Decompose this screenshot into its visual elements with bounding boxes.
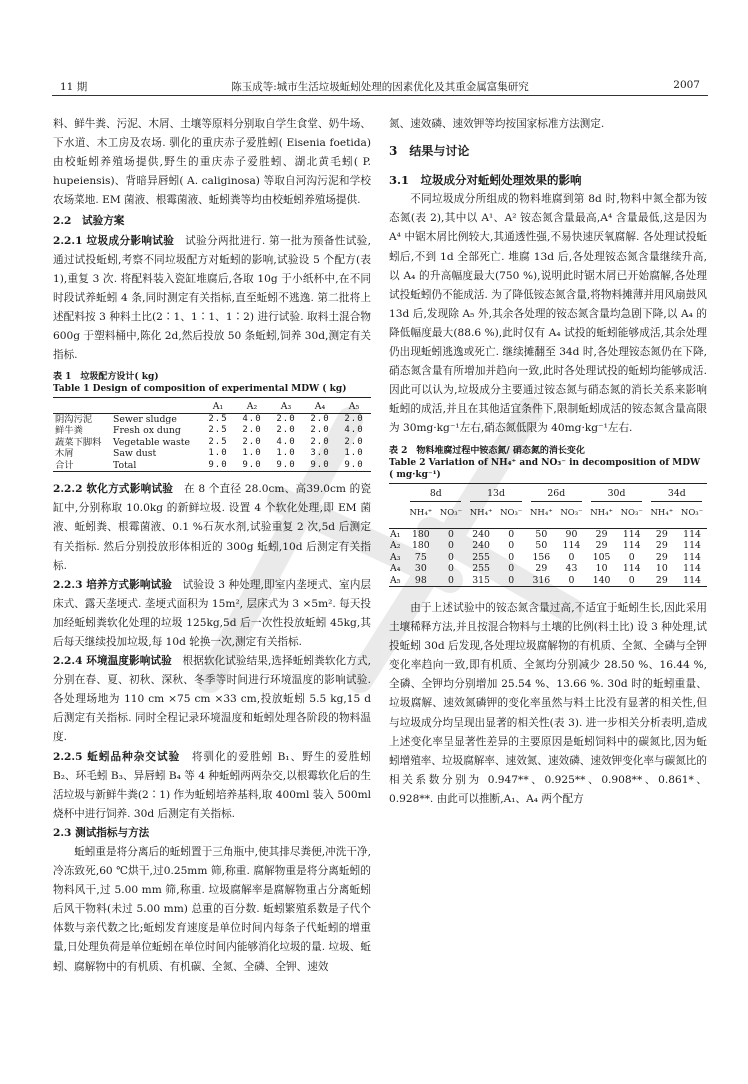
section-3-1-paragraph-1: 不同垃圾成分所组成的物料堆腐到第 8d 时,物料中氮全都为铵态氮(表 2),其中以 A¹、A² 铵态氮含量最高,A⁴ 含量最低,这是因为 A⁴ 中锯木屑比例较大,其通透性强,不易快速厌氧腐解. 各处理试投蚯蚓后,不到 1d 全部死亡. 堆腐 13d 后,各处理铵态氮含量继续升高,以 A₄ 的升高幅度最大(750 %),说明此时锯木屑已开始腐解,各处理试投蚯蚓仍不能成活. 为了降低铵态氮含量,将物料摊薄并用风扇鼓风 13d 后,发现除 A₅ 外,其余各处理的铵态氮含量均急剧下降,以 A₄ 的降低幅度最大(88.6 %),此时仅有 A₄ 试投的蚯蚓能够成活,其余处理仍出现蚯蚓逃逸或死亡. 继续摊翻至 34d 时,各处理铵态氮仍在下降,硝态氮含量有所增加并趋向一致,此时各处理试投的蚯蚓均能够成活. 因此可以认为,垃圾成分主要通过铵态氮与硝态氮的消长关系来影响蚯蚓的成活,并且在其他适宜条件下,限制蚯蚓成活的铵态氮含量高限为 30mg·kg⁻¹左右,硝态氮低限为 40mg·kg⁻¹左右. (389, 193, 707, 435)
table-2-cell: 156 (532, 551, 551, 563)
table-2-cell: 29 (535, 563, 548, 574)
table-2-cell: 0 (508, 563, 515, 574)
table-1-cell: 9.0 (208, 459, 228, 470)
section-2-2-3 (53, 576, 371, 652)
section-2-2-2-title: 2.2.2 软化方式影响试验 (53, 483, 174, 496)
table-2-row (389, 528, 707, 540)
table-1-col-header: A₃ (269, 398, 303, 414)
table-1-cell: 4.0 (344, 425, 364, 436)
row-label-en: Vegetable waste (113, 436, 190, 448)
table-1-cell: 2.5 (208, 413, 228, 424)
table-1-cell: 3.0 (310, 448, 330, 459)
ion-no3: NO₃⁻ (617, 502, 647, 528)
table-2-cell: 114 (683, 528, 701, 540)
table-2-cell: 0 (508, 574, 515, 586)
table-1-cell: 9.0 (310, 459, 330, 470)
table-2-cell: 43 (565, 563, 578, 574)
table-2-day: 26d (531, 488, 582, 503)
table-1-row (53, 413, 371, 425)
table-1-cell: 2.0 (344, 413, 364, 424)
row-label-en: Saw dust (113, 448, 157, 460)
table-2-cell: 50 (535, 528, 548, 540)
table-1-caption-en: Table 1 Design of composition of experimental MDW ( kg) (53, 384, 347, 395)
table-2-ion-header (389, 502, 707, 528)
table-1-caption-cn: 表 1 垃圾配方设计( kg) (53, 372, 159, 383)
table-2-cell: 0 (508, 551, 515, 563)
table-2-row (389, 575, 707, 587)
row-label: A₂ (390, 540, 401, 551)
table-2-cell: 0 (628, 574, 635, 586)
section-2-3-heading: 2.3 测试指标与方法 (53, 826, 150, 839)
table-2-cell: 114 (683, 563, 701, 574)
row-label-cn: 鲜牛粪 (55, 425, 83, 437)
table-2-cell: 114 (683, 551, 701, 563)
table-2-cell: 114 (683, 574, 701, 586)
table-1-row (53, 460, 371, 472)
section-3-heading: 3 结果与讨论 (389, 144, 470, 159)
table-1-row (53, 437, 371, 449)
row-label: A₃ (390, 551, 401, 563)
table-2-cell: 0 (568, 574, 575, 586)
section-2-2-5 (53, 748, 371, 824)
table-2-cell: 105 (592, 551, 611, 563)
table-2-cell: 0 (568, 551, 575, 563)
issue-number: 11 期 (60, 81, 88, 93)
table-1-col-header: A₄ (303, 398, 337, 414)
table-1-cell: 1.0 (276, 448, 296, 459)
table-1-cell: 9.0 (344, 459, 364, 470)
table-1-cell: 2.0 (242, 436, 262, 447)
table-2-cell: 114 (622, 563, 641, 574)
table-2-cell: 114 (622, 540, 641, 551)
section-2-2-2 (53, 480, 371, 575)
ion-nh4: NH₄⁺ (647, 502, 677, 528)
section-3-1-paragraph-2: 由于上述试验中的铵态氮含量过高,不适宜于蚯蚓生长,因此采用土壤稀释方法,并且按混合物料与土壤的比例(料土比) 设 3 种处理,试投蚯蚓 30d 后发现,各处理垃圾腐解物的有机质、全氮、全磷与全钾变化率趋向一致,即有机质、全氮均分别减少 28.50 %、16.44 %,全磷、全钾均分别增加 25.54 %、13.66 %. 30d 时的蚯蚓重量、垃圾腐解、速效氮磷钾的变化率虽然与料土比没有显著的相关性,但与垃圾成分均呈现出显著的相关性(表 3). 进一步相关分析表明,造成上述变化率呈显著性差异的主要原因是蚯蚓饲料中的碳氮比,因为蚯蚓增殖率、垃圾腐解率、速效氮、速效磷、速效钾变化率与碳氮比的相关系数分别为 0.947**、0.925**、0.908**、0.861*、0.928**. 由此可以推断,A₁、A₄ 两个配方 (389, 602, 707, 805)
table-1-cell: 2.0 (310, 436, 330, 447)
table-2-cell: 0 (448, 528, 454, 540)
row-label-cn: 合计 (55, 459, 74, 471)
running-title: 陈玉成等:城市生活垃圾蚯蚓处理的因素优化及其重金属富集研究 (231, 81, 529, 93)
table-2-day-header (389, 483, 707, 502)
table-2-cell: 255 (472, 551, 490, 563)
table-1-cell: 2.0 (276, 413, 296, 424)
table-2-cell: 75 (414, 551, 427, 563)
table-2-cell: 50 (535, 540, 548, 551)
table-2-row (389, 540, 707, 552)
row-label-en: Fresh ox dung (113, 425, 181, 437)
table-1-cell: 4.0 (276, 436, 296, 447)
table-2-cell: 29 (595, 528, 608, 540)
table-2-cell: 0 (628, 551, 635, 563)
ion-nh4: NH₄⁺ (466, 502, 496, 528)
section-2-2-1-text: 试验分两批进行. 第一批为预备性试验,通过试投蚯蚓,考察不同垃圾配方对蚯蚓的影响,试验设 5 个配方(表 1),重复 3 次. 将配料装入瓷缸堆腐后,各取 10g 于小纸杯中,在不同时段试养蚯蚓 4 条,同时测定有关指标,直至蚯蚓不逃逸. 第二批将上述配料按 3 种料土比(2∶1、1∶1、1∶2) 进行试验. 取料土混合物 600g 于塑料桶中,陈化 2d,然后投放 50 条蚯蚓,饲养 30d,测定有关指标. (53, 234, 371, 362)
table-1-col-header: A₁ (201, 398, 235, 414)
ion-nh4: NH₄⁺ (586, 502, 616, 528)
table-2-day: 8d (410, 488, 461, 503)
table-1-cell: 2.0 (310, 413, 330, 424)
table-2-row (389, 563, 707, 575)
section-2-2-3-title: 2.2.3 培养方式影响试验 (53, 578, 172, 591)
section-2-2-4 (53, 652, 371, 747)
ion-no3: NO₃⁻ (677, 502, 707, 528)
table-2-cell: 0 (448, 551, 454, 563)
table-2-cell: 90 (565, 528, 578, 540)
table-1-cell: 2.0 (242, 425, 262, 436)
right-column (389, 115, 707, 809)
section-2-2-5-title: 2.2.5 蚯蚓品种杂交试验 (53, 750, 181, 763)
table-2-cell: 114 (622, 528, 641, 540)
table-1-row (53, 448, 371, 460)
left-column (53, 115, 371, 977)
table-1-cell: 9.0 (242, 459, 262, 470)
section-2-2-2-text: 在 8 个直径 28.0cm、高39.0cm 的瓷缸中,分别称取 10.0kg 的新鲜垃圾. 设置 4 个软化处理,即 EM 菌液、蚯蚓粪、根霉菌液、0.1 %石灰水剂,试验重复 2 次,5d 后测定有关指标. 然后分别投放形体相近的 300g 蚯蚓,10d 后测定有关指标. (53, 483, 372, 572)
methods-continued: 氮、速效磷、速效钾等均按国家标准方法测定. (389, 118, 605, 130)
table-2-cell: 0 (448, 563, 454, 574)
table-2-grid (389, 483, 707, 588)
materials-paragraph: 料、鲜牛粪、污泥、木屑、土壤等原料分别取自学生食堂、奶牛场、下水道、木工房及农场. 驯化的重庆赤子爱胜蚓( Eisenia foetida) 由校蚯蚓养殖场提供,野生的重庆赤子爱胜蚓、湖北黄毛蚓( P. hupeiensis)、背暗异唇蚓( A. caliginosa) 等取自河沟污泥和学校农场菜地. EM 菌液、根霉菌液、蚯蚓粪等均由校蚯蚓养殖场提供. (53, 118, 371, 207)
table-1-row (53, 425, 371, 437)
table-2-row (389, 552, 707, 564)
table-2-cell: 10 (595, 563, 608, 574)
year: 2007 (673, 79, 700, 91)
table-2-cell: 180 (411, 540, 430, 551)
row-label-en: Sewer sludge (113, 413, 177, 425)
row-label-cn: 阴沟污泥 (55, 413, 93, 425)
table-2-cell: 0 (508, 528, 515, 540)
table-2-cell: 255 (472, 563, 490, 574)
table-1 (53, 371, 371, 472)
row-label-cn: 木屑 (55, 448, 74, 460)
table-1-cell: 2.0 (276, 425, 296, 436)
table-2-caption-en: Table 2 Variation of NH₄⁺ and NO₃⁻ in decomposition of MDW ( mg·kg⁻¹) (389, 457, 701, 480)
table-2-cell: 0 (508, 540, 515, 551)
row-label-en: Total (113, 459, 137, 471)
table-2-cell: 316 (532, 574, 551, 586)
table-2-day: 34d (651, 488, 702, 503)
row-label: A₅ (390, 574, 401, 586)
table-2-cell: 240 (472, 540, 490, 551)
table-2-cell: 30 (414, 563, 427, 574)
table-2-cell: 180 (411, 528, 430, 540)
section-3-1-heading: 3.1 垃圾成分对蚯蚓处理效果的影响 (389, 173, 582, 188)
table-2-day: 30d (591, 488, 642, 503)
table-2-cell: 29 (655, 540, 668, 551)
table-1-cell: 2.5 (208, 436, 228, 447)
table-1-cell: 1.0 (242, 448, 262, 459)
table-2-day: 13d (470, 488, 521, 503)
table-1-cell: 2.5 (208, 425, 228, 436)
table-2-cell: 140 (592, 574, 611, 586)
table-2-cell: 114 (562, 540, 581, 551)
ion-no3: NO₃⁻ (496, 502, 526, 528)
table-2-cell: 315 (472, 574, 490, 586)
table-1-cell: 4.0 (242, 413, 262, 424)
table-1-col-header: A₅ (337, 398, 371, 414)
table-2-cell: 29 (655, 574, 668, 586)
row-label: A₄ (390, 563, 401, 574)
table-2-cell: 240 (472, 528, 490, 540)
running-header (52, 77, 708, 96)
table-1-cell: 1.0 (208, 448, 228, 459)
table-1-cell: 2.0 (310, 425, 330, 436)
row-label: A₁ (390, 528, 401, 540)
table-2-cell: 0 (448, 574, 454, 586)
section-2-2-heading: 2.2 试验方案 (53, 215, 125, 228)
table-2-cell: 114 (683, 540, 701, 551)
section-2-2-4-text: 根据软化试验结果,选择蚯蚓粪软化方式,分别在春、夏、初秋、深秋、冬季等时间进行环境温度的影响试验. 各处理场地为 110 cm ×75 cm ×33 cm,投放蚯蚓 5.5 kg,15 d 后测定有关指标. 同时全程记录环境温度和蚯蚓处理各阶段的物料温度. (53, 655, 371, 744)
section-2-3-text: 蚯蚓重是将分离后的蚯蚓置于三角瓶中,使其排尽粪便,冲洗干净,冷冻致死,60 ℃烘干,过0.25mm 筛,称重. 腐解物重是将分离蚯蚓的物料风干,过 5.00 mm 筛,称重. 垃圾腐解率是腐解物重占分离蚯蚓后风干物料(未过 5.00 mm) 总重的百分数. 蚯蚓繁殖系数是子代个体数与亲代数之比;蚯蚓发育速度是单位时间内每条子代蚯蚓的增重量,日处理负荷是单位蚯蚓在单位时间内能够消化垃圾的量. 垃圾、蚯蚓、腐解物中的有机质、有机碳、全氮、全磷、全钾、速效 (53, 846, 371, 973)
table-2-cell: 98 (414, 574, 427, 586)
table-2-cell: 29 (655, 551, 668, 563)
table-2-cell: 29 (595, 540, 608, 551)
table-1-cell: 2.0 (344, 436, 364, 447)
ion-nh4: NH₄⁺ (406, 502, 436, 528)
section-2-2-1-title: 2.2.1 垃圾成分影响试验 (53, 234, 175, 247)
row-label-cn: 蔬菜下脚料 (55, 436, 102, 448)
section-2-2-4-title: 2.2.4 环境温度影响试验 (53, 655, 172, 668)
table-1-cell: 1.0 (344, 448, 364, 459)
section-2-2-1 (53, 232, 371, 366)
section-2-2-5-text: 将驯化的爱胜蚓 B₁、野生的爱胜蚓 B₂、环毛蚓 B₃、异唇蚓 B₄ 等 4 种蚯蚓两两杂交,以根霉软化后的生活垃圾与新鲜牛粪(2∶1) 作为蚯蚓培养基料,取 400ml 装入 500ml 烧杯中进行饲养. 30d 后测定有关指标. (53, 750, 371, 820)
table-2 (389, 445, 707, 588)
table-2-cell: 10 (655, 563, 668, 574)
ion-nh4: NH₄⁺ (526, 502, 556, 528)
ion-no3: NO₃⁻ (557, 502, 587, 528)
section-2-2-3-text: 试验设 3 种处理,即室内垄埂式、室内层床式、露天垄埂式. 垄埂式面积为 15m², 层床式为 3 ×5m². 每天投加经蚯蚓粪软化处理的垃圾 125kg,5d 后一次性投放蚯蚓 45kg,其后每天继续投加垃圾,每 10d 轮换一次,测定有关指标. (53, 578, 371, 648)
ion-no3: NO₃⁻ (436, 502, 466, 528)
table-1-grid (53, 397, 371, 472)
table-2-cell: 29 (655, 528, 668, 540)
table-1-cell: 9.0 (276, 459, 296, 470)
table-2-caption-cn: 表 2 物料堆腐过程中铵态氮/ 硝态氮的消长变化 (389, 445, 585, 456)
table-1-col-header: A₂ (235, 398, 269, 414)
table-2-cell: 0 (448, 540, 454, 551)
